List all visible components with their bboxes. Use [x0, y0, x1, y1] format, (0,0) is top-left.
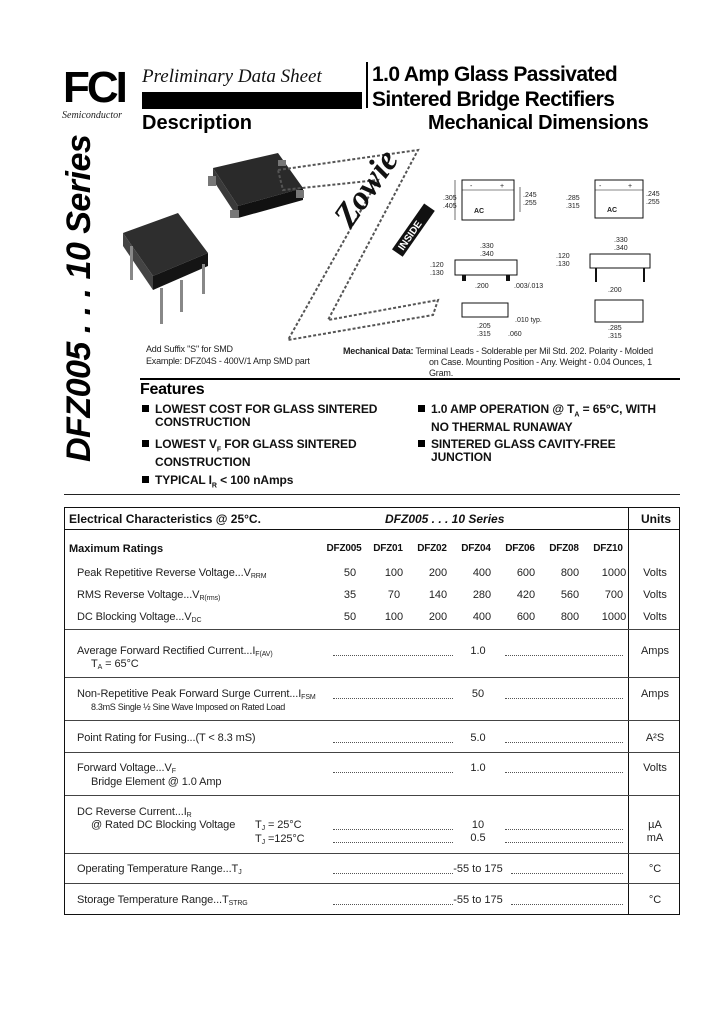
dim-255: .255: [523, 200, 537, 207]
dim-305: .305: [443, 195, 457, 202]
vrms-unit: Volts: [643, 589, 667, 601]
feature-4-text: SINTERED GLASS CAVITY-FREE: [431, 437, 616, 451]
col-dfz06: DFZ06: [505, 543, 535, 554]
suffix-note: [146, 343, 310, 367]
feature-2-text-2: NO THERMAL RUNAWAY: [431, 420, 573, 435]
vdc-dfz10: 1000: [601, 611, 627, 623]
dot-leader: [511, 904, 623, 905]
table-row-divider: [65, 629, 679, 630]
dim-120-r: .120: [556, 253, 570, 260]
op-temp-unit: °C: [648, 863, 662, 875]
section-rule: [64, 494, 680, 495]
vrrm-unit: Volts: [643, 567, 667, 579]
fusing-value: 5.0: [470, 732, 486, 744]
vrms-dfz08: 560: [560, 589, 580, 601]
dot-leader: [333, 904, 453, 905]
ac-label-right: AC: [607, 207, 618, 214]
row-vdc-label: DC Blocking $Voltage...V_{DC}$: [77, 611, 202, 624]
dim-315: .315: [566, 203, 580, 210]
feature-2-text-c: = 65°C, WITH: [579, 402, 656, 416]
dot-leader: [333, 842, 453, 843]
feature-1-text-2: CONSTRUCTION: [155, 415, 251, 429]
surge-cond: 8.3mS Single ½ Sine Wave Imposed on Rated Load: [91, 702, 285, 712]
ir-t1: $T_J = 25^\circ C$: [255, 819, 302, 832]
dim-245: .245: [523, 192, 537, 199]
title-bar: [142, 92, 362, 109]
feature-3: [142, 438, 357, 469]
feature-2-sub: A: [574, 411, 580, 419]
ir-label: DC Reverse $Current...I_R$: [77, 806, 192, 819]
avg-current-cond: $T_A = 65^\circ C$: [91, 658, 139, 671]
description-heading: Description: [142, 112, 253, 134]
surge-unit: Amps: [640, 688, 670, 700]
vrrm-dfz08: 800: [560, 567, 580, 579]
vrms-dfz005: 35: [343, 589, 357, 601]
ir-value-125: 0.5: [470, 832, 486, 844]
units-header: Units: [641, 512, 671, 526]
vf-label: Forward $Voltage...V_F$: [77, 762, 176, 775]
table-row-divider: [65, 720, 679, 721]
st-temp-label: Storage Temperature $Range...T_{STRG}$: [77, 894, 248, 907]
ir-cond: @ Rated DC Blocking Voltage: [91, 819, 236, 831]
surge-value: 50: [471, 688, 485, 700]
vrms-dfz06: 420: [516, 589, 536, 601]
bullet-icon: [418, 405, 425, 412]
dim-285: .285: [566, 195, 580, 202]
dot-leader: [505, 698, 623, 699]
vdc-dfz06: 600: [516, 611, 536, 623]
feature-2: [418, 403, 656, 434]
dim-120: .120: [430, 262, 444, 269]
op-temp-label: Operating Temperature $Range...T_J$: [77, 863, 242, 876]
preliminary-title: Preliminary Data Sheet: [142, 66, 322, 87]
ir-unit-ua: µA: [648, 819, 662, 831]
surge-label: Non-Repetitive Peak Forward Surge $Current...I_{FSM}$: [77, 688, 316, 701]
col-dfz02: DFZ02: [417, 543, 447, 554]
dot-leader: [333, 655, 453, 656]
st-temp-value: -55 to 175: [453, 894, 503, 906]
plus-left: +: [500, 183, 505, 190]
dot-leader: [505, 655, 623, 656]
vdc-dfz02: 200: [428, 611, 448, 623]
logo-subtitle: Semiconductor: [62, 110, 122, 121]
dim-245-r: .245: [646, 191, 660, 198]
feature-3-text-c: FOR GLASS SINTERED: [221, 437, 357, 451]
feature-5-text: TYPICAL I: [155, 473, 212, 487]
table-header: [65, 508, 679, 530]
electrical-table: [64, 507, 680, 915]
dim-340-r: .340: [614, 245, 628, 252]
fusing-label: Point Rating for Fusing...(T < 8.3 mS): [77, 732, 256, 744]
watermark-text: Zowie: [326, 143, 406, 234]
dim-003: .003/.013: [514, 283, 544, 290]
col-dfz10: DFZ10: [593, 543, 623, 554]
dot-leader: [333, 772, 453, 773]
dim-200: .200: [475, 283, 489, 290]
dim-315-r: .315: [608, 333, 622, 340]
dot-leader: [333, 873, 453, 874]
dim-060: .060: [508, 331, 522, 338]
dim-205: .205: [477, 323, 491, 330]
dim-255-r: .255: [646, 199, 660, 206]
suffix-line-2: Example: DFZ04S - 400V/1 Amp SMD part: [146, 356, 310, 366]
dim-330: .330: [480, 243, 494, 250]
max-ratings-heading: Maximum Ratings: [69, 543, 164, 555]
dot-leader: [505, 742, 623, 743]
vdc-dfz08: 800: [560, 611, 580, 623]
suffix-line-1: Add Suffix "S" for SMD: [146, 344, 233, 354]
feature-1-text: LOWEST COST FOR GLASS SINTERED: [155, 402, 378, 416]
feature-3-sub: F: [216, 446, 222, 454]
bullet-icon: [418, 440, 425, 447]
table-title: Electrical Characteristics @ 25°C.: [69, 512, 261, 526]
feature-5: [142, 474, 293, 492]
avg-current-label: Average Forward Rectified $Current...I_{F(AV)}$: [77, 645, 273, 658]
col-dfz01: DFZ01: [373, 543, 403, 554]
dot-leader: [505, 772, 623, 773]
watermark-inside: INSIDE: [396, 219, 425, 253]
avg-current-value: 1.0: [470, 645, 486, 657]
vrrm-dfz005: 50: [343, 567, 357, 579]
series-title: DFZ005 . . . 10 Series: [60, 134, 98, 462]
st-temp-unit: °C: [648, 894, 662, 906]
dim-405: .405: [443, 203, 457, 210]
op-temp-value: -55 to 175: [453, 863, 503, 875]
col-dfz04: DFZ04: [461, 543, 491, 554]
dot-leader: [333, 698, 453, 699]
vdc-dfz01: 100: [384, 611, 404, 623]
mechanical-drawing: [410, 160, 690, 345]
dip-package-image: [123, 213, 208, 324]
vrms-dfz01: 70: [387, 589, 401, 601]
ac-label-left: AC: [474, 208, 485, 215]
title-line-2: Sintered Bridge Rectifiers: [372, 88, 615, 111]
dim-130: .130: [430, 270, 444, 277]
feature-3-text: LOWEST V: [155, 437, 217, 451]
ir-unit-ma: mA: [646, 832, 664, 844]
features-heading: Features: [140, 381, 205, 398]
features-rule: [140, 378, 680, 380]
vrrm-dfz04: 400: [472, 567, 492, 579]
mech-data-label: Mechanical Data:: [343, 346, 414, 356]
vf-cond: Bridge Element @ 1.0 Amp: [91, 776, 222, 788]
vrms-dfz10: 700: [604, 589, 624, 601]
bullet-icon: [142, 405, 149, 412]
feature-5-sub: R: [211, 482, 217, 490]
vrms-dfz04: 280: [472, 589, 492, 601]
bullet-icon: [142, 476, 149, 483]
fci-logo: FCI: [63, 63, 125, 112]
col-dfz08: DFZ08: [549, 543, 579, 554]
plus-right: +: [628, 183, 633, 190]
title-line-1: 1.0 Amp Glass Passivated: [372, 63, 618, 86]
vrrm-dfz01: 100: [384, 567, 404, 579]
mechanical-heading: Mechanical Dimensions: [428, 112, 649, 134]
feature-4-text-2: JUNCTION: [431, 450, 492, 464]
dim-200-r: .200: [608, 287, 622, 294]
dim-330-r: .330: [614, 237, 628, 244]
feature-3-text-2: CONSTRUCTION: [155, 455, 251, 470]
dot-leader: [505, 842, 623, 843]
vf-unit: Volts: [643, 762, 667, 774]
dim-315-b: .315: [477, 331, 491, 338]
fusing-unit: A²S: [645, 732, 665, 744]
dim-340: .340: [480, 251, 494, 258]
vrrm-dfz06: 600: [516, 567, 536, 579]
bullet-icon: [142, 440, 149, 447]
vrrm-dfz10: 1000: [601, 567, 627, 579]
dot-leader: [333, 742, 453, 743]
vdc-dfz005: 50: [343, 611, 357, 623]
row-vrms-label: RMS Reverse $Voltage...V_{R(rms)}$: [77, 589, 221, 602]
dim-010: .010 typ.: [515, 317, 542, 324]
main-title: [372, 62, 617, 112]
table-row-divider: [65, 677, 679, 678]
table-row-divider: [65, 883, 679, 884]
table-row-divider: [65, 853, 679, 854]
dim-130-r: .130: [556, 261, 570, 268]
table-series: DFZ005 . . . 10 Series: [385, 512, 505, 526]
minus-left: -: [470, 183, 473, 190]
table-row-divider: [65, 795, 679, 796]
title-divider: [366, 62, 368, 108]
mech-data-line-2: on Case. Mounting Position - Any. Weight - 0.04 Ounces, 1 Gram.: [429, 357, 652, 378]
vdc-unit: Volts: [643, 611, 667, 623]
vrms-dfz02: 140: [428, 589, 448, 601]
feature-4: [418, 438, 616, 464]
dot-leader: [505, 829, 623, 830]
feature-1: [142, 403, 377, 429]
mechanical-data: [343, 346, 673, 379]
mech-data-line-1: Terminal Leads - Solderable per Mil Std. 202. Polarity - Molded: [415, 346, 653, 356]
vdc-dfz04: 400: [472, 611, 492, 623]
dot-leader: [511, 873, 623, 874]
col-dfz005: DFZ005: [326, 543, 362, 554]
dot-leader: [333, 829, 453, 830]
dim-285-r: .285: [608, 325, 622, 332]
feature-2-text: 1.0 AMP OPERATION @ T: [431, 402, 575, 416]
ir-value-25: 10: [471, 819, 485, 831]
vf-value: 1.0: [470, 762, 486, 774]
table-row-divider: [65, 752, 679, 753]
minus-right: -: [599, 183, 602, 190]
row-vrrm-label: Peak Repetitive Reverse $Voltage...V_{RRM}$: [77, 567, 267, 580]
feature-5-text-c: < 100 nAmps: [216, 473, 294, 487]
vrrm-dfz02: 200: [428, 567, 448, 579]
avg-current-unit: Amps: [640, 645, 670, 657]
ir-t2: $T_J =125^\circ C$: [255, 833, 305, 846]
